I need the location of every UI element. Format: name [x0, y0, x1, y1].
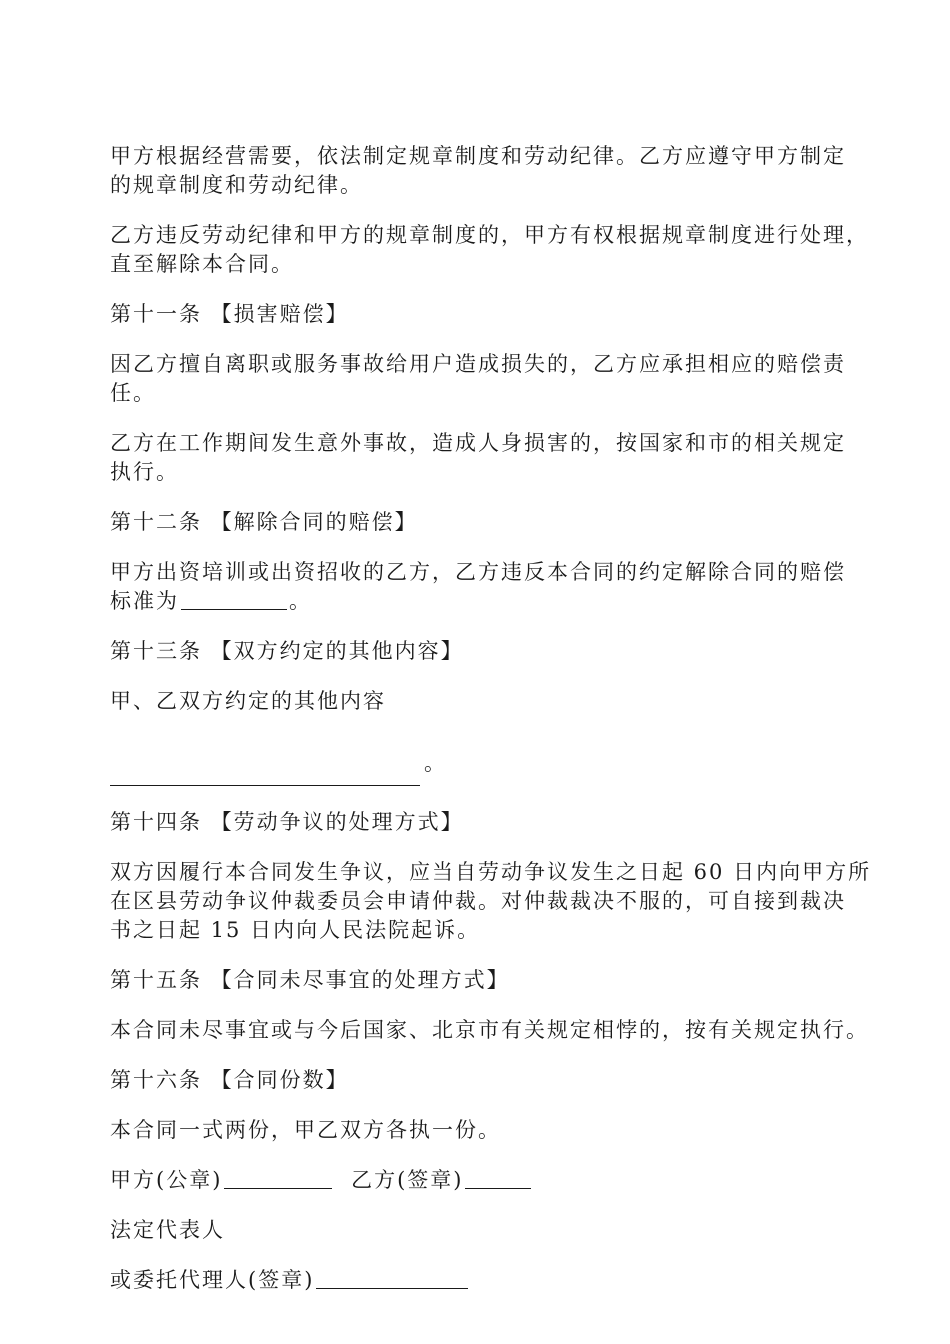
article-11-paragraph-2	[110, 429, 862, 487]
party-a-seal-label: 甲方(公章)	[110, 1168, 223, 1192]
article-14-paragraph	[110, 858, 872, 945]
paragraph-violation	[110, 221, 869, 279]
article-11-paragraph-1	[110, 350, 862, 408]
text-line: 执行。	[110, 460, 179, 484]
agent-signature-label: 或委托代理人(签章)	[110, 1268, 315, 1292]
text-line: 在区县劳动争议仲裁委员会申请仲裁。对仲裁裁决不服的，可自接到裁决	[110, 889, 846, 913]
article-12-heading: 第十二条 【解除合同的赔偿】	[110, 510, 418, 534]
article-16-heading: 第十六条 【合同份数】	[110, 1068, 349, 1092]
article-11-heading: 第十一条 【损害赔偿】	[110, 302, 349, 326]
signature-row-agent	[110, 1266, 862, 1295]
article-16-paragraph: 本合同一式两份，甲乙双方各执一份。	[110, 1118, 501, 1142]
text-line: 乙方在工作期间发生意外事故，造成人身损害的，按国家和市的相关规定	[110, 431, 846, 455]
legal-representative-label: 法定代表人	[110, 1218, 225, 1242]
article-13-paragraph: 甲、乙双方约定的其他内容	[110, 689, 386, 713]
text-line: 乙方违反劳动纪律和甲方的规章制度的，甲方有权根据规章制度进行处理，	[110, 223, 869, 247]
article-12-paragraph	[110, 558, 862, 616]
article-14-heading: 第十四条 【劳动争议的处理方式】	[110, 810, 464, 834]
agent-signature-blank[interactable]	[316, 1266, 468, 1289]
article-13-blank-line	[110, 737, 862, 787]
paragraph-rules	[110, 142, 862, 200]
article-13-heading: 第十三条 【双方约定的其他内容】	[110, 639, 464, 663]
contract-page	[110, 142, 872, 1316]
party-a-seal-blank[interactable]	[224, 1166, 332, 1189]
signature-row-parties	[110, 1166, 862, 1195]
text-line: 甲方根据经营需要，依法制定规章制度和劳动纪律。乙方应遵守甲方制定	[110, 144, 846, 168]
party-b-signature-label: 乙方(签章)	[351, 1168, 464, 1192]
fill-in-blank[interactable]	[110, 763, 420, 786]
fill-in-blank[interactable]	[181, 587, 287, 610]
party-b-signature-blank[interactable]	[465, 1166, 531, 1189]
text-line: 书之日起 15 日内向人民法院起诉。	[110, 918, 481, 942]
text-line	[110, 587, 862, 616]
text-line: 因乙方擅自离职或服务事故给用户造成损失的，乙方应承担相应的赔偿责	[110, 352, 846, 376]
article-15-paragraph: 本合同未尽事宜或与今后国家、北京市有关规定相悖的，按有关规定执行。	[110, 1018, 869, 1042]
text-line: 的规章制度和劳动纪律。	[110, 173, 363, 197]
text-fragment: 。	[424, 751, 447, 775]
text-line: 直至解除本合同。	[110, 252, 294, 276]
article-15-heading: 第十五条 【合同未尽事宜的处理方式】	[110, 968, 510, 992]
text-line: 甲方出资培训或出资招收的乙方，乙方违反本合同的约定解除合同的赔偿	[110, 560, 846, 584]
text-fragment: 。	[289, 589, 312, 613]
text-line: 双方因履行本合同发生争议，应当自劳动争议发生之日起 60 日内向甲方所	[110, 860, 872, 884]
text-line: 任。	[110, 381, 156, 405]
text-fragment: 标准为	[110, 589, 179, 613]
